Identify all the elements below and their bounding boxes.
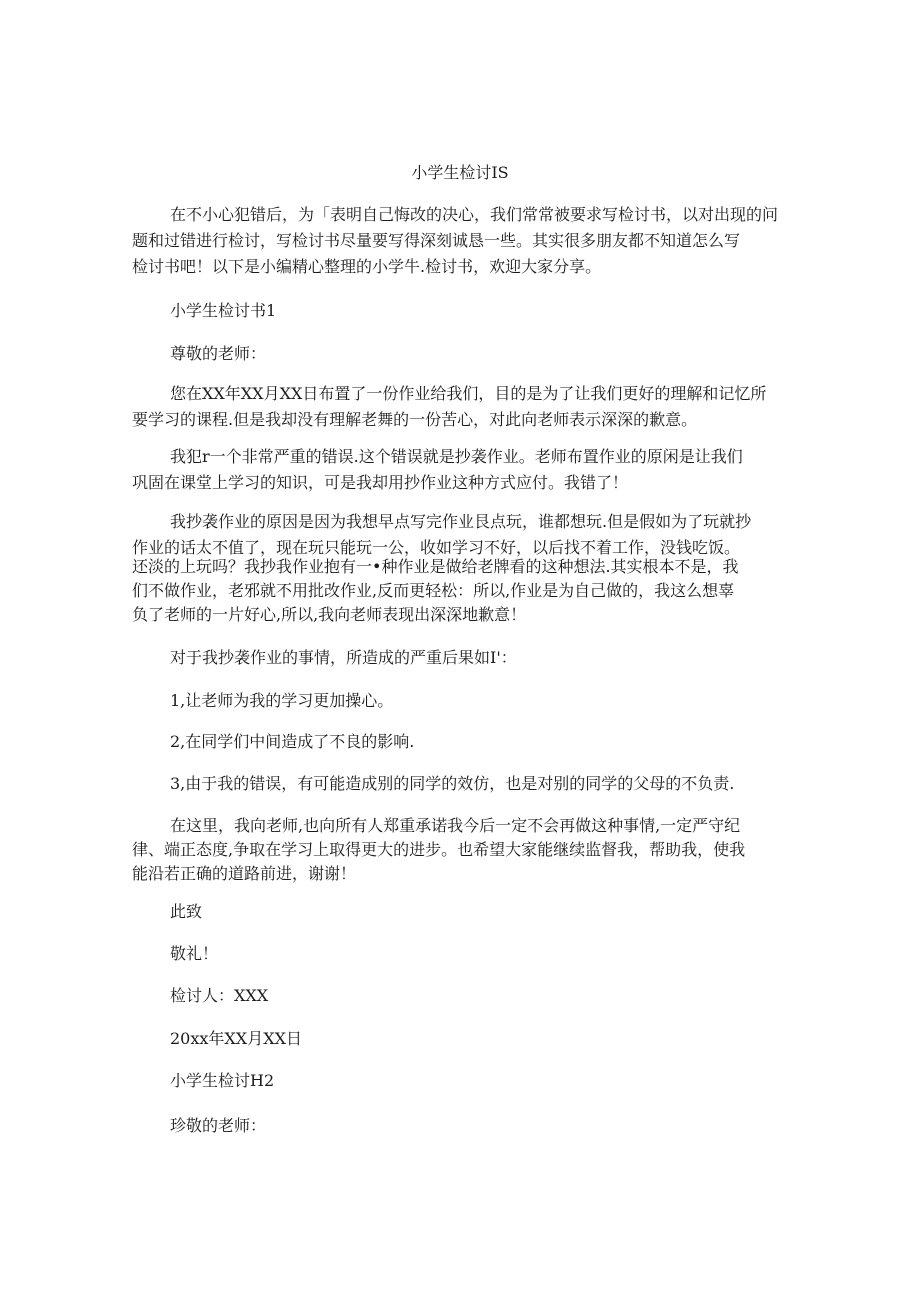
intro-line: 在不小心犯错后，为「表明自己悔改的决心，我们常常被要求写检讨书，以对出现的问 (170, 205, 779, 224)
list-item: 1,让老师为我的学习更加操心。 (170, 691, 394, 710)
date-line: 20xx年XX月XX日 (170, 1029, 302, 1048)
paragraph-line: 们不做作业，老邪就不用批改作业,反而更轻松：所以,作业是为自己做的，我这么想辜 (132, 581, 735, 600)
intro-line: 检讨书吧！以下是小编精心整理的小学牛.检讨书，欢迎大家分享。 (132, 257, 602, 276)
paragraph-line: 要学习的课程.但是我却没有理解老舞的一份苦心，对此向老师表示深深的歉意。 (132, 410, 698, 429)
salutation-1: 尊敬的老师： (170, 344, 267, 363)
paragraph-line: 您在XX年XX月XX日布置了一份作业给我们，目的是为了让我们更好的理解和记忆所 (170, 384, 767, 403)
letter-heading-1: 小学生检讨书1 (170, 301, 277, 320)
paragraph-line: 律、端正态度,争取在学习上取得更大的进步。也希望大家能继续监督我，帮助我，使我 (132, 840, 746, 859)
paragraph-line: 在这里，我向老师,也向所有人郑重承诺我今后一定不会再做这种事情,一定严守纪 (170, 816, 741, 835)
letter-heading-2: 小学生检讨H2 (170, 1071, 275, 1090)
list-item: 3,由于我的错误，有可能造成别的同学的效仿，也是对别的同学的父母的不负责. (170, 774, 735, 793)
closing-line: 此致 (170, 902, 203, 921)
paragraph-line: 我抄袭作业的原因是因为我想早点写完作业艮点玩，谁都想玩.但是假如为了玩就抄 (170, 512, 752, 531)
paragraph-line: 我犯r一个非常严重的错误.这个错误就是抄袭作业。老师布置作业的原闲是让我们 (170, 447, 743, 466)
paragraph-line: 能沿若正确的道路前进，谢谢！ (132, 864, 357, 883)
closing-line: 敬礼！ (170, 944, 219, 963)
paragraph-line: 负了老师的一片好心,所以,我向老师表现出深深地歉意！ (132, 605, 527, 624)
document-title: 小学生检讨IS (411, 163, 509, 182)
salutation-2: 珍敬的老师： (170, 1116, 267, 1135)
paragraph-line: 还淡的上玩吗？我抄我作业抱有一•种作业是做给老牌看的这种想法.其实根本不是，我 (132, 557, 739, 576)
paragraph-line: 作业的话太不值了，现在玩只能玩一公，收如学习不好，以后找不着工作，没钱吃饭。 (132, 538, 741, 557)
signer-line: 检讨人：XXX (170, 986, 269, 1005)
paragraph-line: 巩固在课堂上学习的知识，可是我却用抄作业这种方式应付。我错了！ (132, 473, 629, 492)
consequence-intro: 对于我抄袭作业的事情，所造成的严重后果如I'： (170, 648, 517, 667)
list-item: 2,在同学们中间造成了不良的影响. (170, 732, 415, 751)
intro-line: 题和过错进行检讨，写检讨书尽量要写得深刻诚恳一些。其实很多朋友都不知道怎么写 (132, 231, 741, 250)
